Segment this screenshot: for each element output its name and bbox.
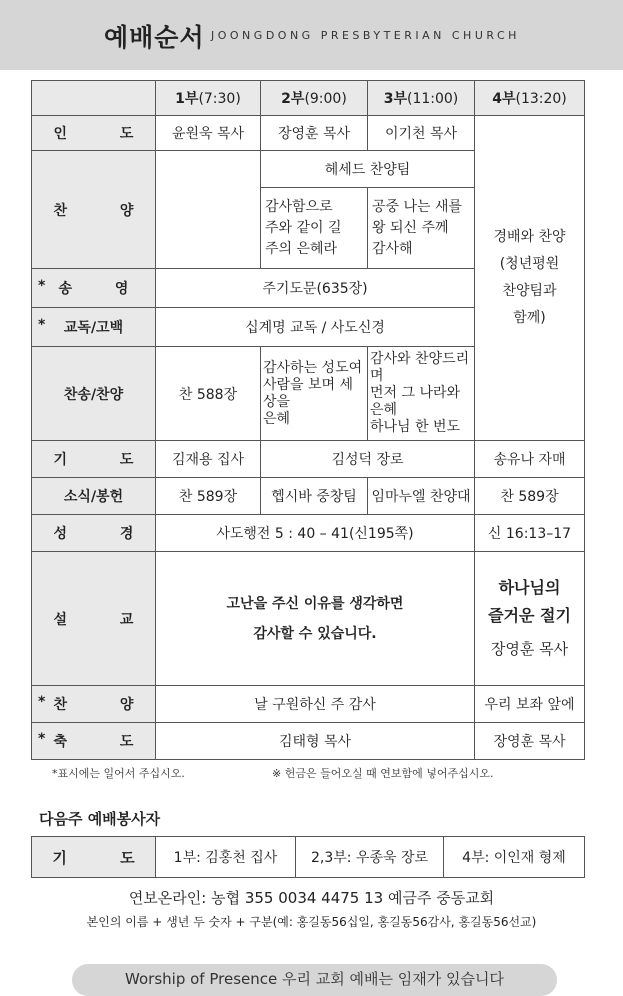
next-week-row — [32, 837, 585, 878]
next-week-table — [31, 836, 585, 878]
label-praise: 찬 양 — [32, 151, 156, 269]
label-confession: * 교독/고백 — [32, 308, 156, 347]
service-4-header: 4부(13:20) — [475, 81, 585, 116]
song-s4: 우리 보좌 앞에 — [475, 686, 585, 723]
hymn-s1: 찬 588장 — [156, 347, 261, 441]
row-song — [32, 686, 585, 723]
label-leader: 인 도 — [32, 116, 156, 151]
page-title: 예배순서 — [104, 23, 205, 52]
row-scripture — [32, 515, 585, 552]
next-week-title: 다음주 예배봉사자 — [39, 810, 161, 828]
row-leader — [32, 116, 585, 151]
prayer-s1: 김재용 집사 — [156, 441, 261, 478]
note-stand: *표시에는 일어서 주십시오. — [52, 767, 185, 780]
label-hymn: 찬송/찬양 — [32, 347, 156, 441]
praise-s3: 공중 나는 새를 왕 되신 주께 감사해 — [368, 188, 475, 269]
leader-s2: 장영훈 목사 — [261, 116, 368, 151]
offering-s2: 헵시바 중창팀 — [261, 478, 368, 515]
row-offering — [32, 478, 585, 515]
label-prayer: 기 도 — [32, 441, 156, 478]
benediction-s123: 김태형 목사 — [156, 723, 475, 760]
corner-cell — [32, 81, 156, 116]
service-1-header: 1부(7:30) — [156, 81, 261, 116]
row-prayer — [32, 441, 585, 478]
next-week-label: 기 도 — [32, 837, 156, 878]
prayer-s4: 송유나 자매 — [475, 441, 585, 478]
hymn-s2: 감사하는 성도여 사람을 보며 세상을 은혜 — [261, 347, 368, 441]
doxology-content: 주기도문(635장) — [156, 269, 475, 308]
offering-s4: 찬 589장 — [475, 478, 585, 515]
song-s123: 날 구원하신 주 감사 — [156, 686, 475, 723]
label-sermon: 설 교 — [32, 552, 156, 686]
label-benediction: * 축 도 — [32, 723, 156, 760]
sermon-title: 고난을 주신 이유를 생각하면 감사할 수 있습니다. — [156, 552, 475, 686]
hymn-s3: 감사와 찬양드리며 먼저 그 나라와 은혜 하나님 한 번도 — [368, 347, 475, 441]
praise-choir: 헤세드 찬양팀 — [261, 151, 475, 188]
next-week-p3: 4부: 이인재 형제 — [444, 837, 585, 878]
praise-s1 — [156, 151, 261, 269]
praise-s2: 감사함으로 주와 같이 길 주의 은혜라 — [261, 188, 368, 269]
row-sermon — [32, 552, 585, 686]
leader-s3: 이기천 목사 — [368, 116, 475, 151]
offering-s3: 임마누엘 찬양대 — [368, 478, 475, 515]
confession-content: 십계명 교독 / 사도신경 — [156, 308, 475, 347]
service-header-row — [32, 81, 585, 116]
label-song: * 찬 양 — [32, 686, 156, 723]
label-offering: 소식/봉헌 — [32, 478, 156, 515]
next-week-p2: 2,3부: 우종욱 장로 — [296, 837, 444, 878]
sermon-s4: 하나님의 즐거운 절기 장영훈 목사 — [475, 552, 585, 686]
service-2-header: 2부(9:00) — [261, 81, 368, 116]
label-doxology: * 송 영 — [32, 269, 156, 308]
leader-s1: 윤원욱 목사 — [156, 116, 261, 151]
note-offering: ※ 헌금은 들어오실 때 연보함에 넣어주십시오. — [272, 767, 494, 780]
footer-banner: Worship of Presence 우리 교회 예배는 임재가 있습니다 — [72, 964, 557, 996]
offering-account: 연보온라인: 농협 355 0034 4475 13 예금주 중동교회 — [128, 889, 495, 907]
header-bar — [0, 0, 623, 70]
label-scripture: 성 경 — [32, 515, 156, 552]
praise-s4: 경배와 찬양 (청년평원 찬양팀과 함께) — [475, 116, 585, 441]
benediction-s4: 장영훈 목사 — [475, 723, 585, 760]
scripture-s4: 신 16:13–17 — [475, 515, 585, 552]
prayer-s23: 김성덕 장로 — [261, 441, 475, 478]
service-3-header: 3부(11:00) — [368, 81, 475, 116]
next-week-p1: 1부: 김홍천 집사 — [156, 837, 296, 878]
offering-s1: 찬 589장 — [156, 478, 261, 515]
offering-instructions: 본인의 이름 + 생년 두 숫자 + 구분(예: 홍길동56십일, 홍길동56감사, 홍길동56선교) — [86, 915, 537, 929]
row-benediction — [32, 723, 585, 760]
church-name: JOONGDONG PRESBYTERIAN CHURCH — [211, 29, 520, 42]
worship-order-table — [31, 80, 585, 760]
scripture-s123: 사도행전 5 : 40 – 41(신195쪽) — [156, 515, 475, 552]
